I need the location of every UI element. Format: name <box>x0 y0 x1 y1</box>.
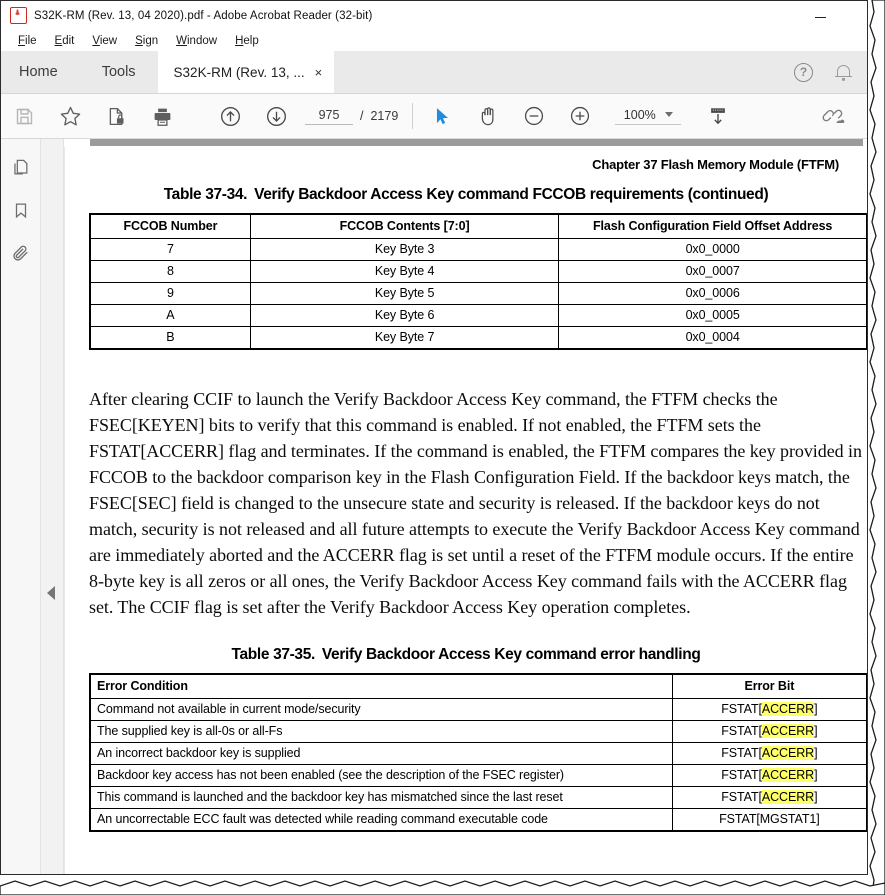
window-title: S32K-RM (Rev. 13, 04 2020).pdf - Adobe Acrobat Reader (32-bit) <box>34 9 373 22</box>
table1-caption-number: Table 37-34. <box>163 186 248 203</box>
window-controls <box>799 1 841 30</box>
torn-edge-bottom <box>0 875 885 895</box>
current-page-input[interactable]: 975 <box>305 107 353 125</box>
cell-fccob-contents: Key Byte 6 <box>250 305 558 327</box>
cell-fccob-contents: Key Byte 3 <box>250 239 558 261</box>
share-link-button[interactable] <box>811 94 857 138</box>
minimize-icon <box>815 17 826 18</box>
acrobat-logo-icon <box>10 7 27 24</box>
page-number-field[interactable] <box>305 107 398 125</box>
cell-fccob-number: B <box>90 327 250 350</box>
table-row <box>90 787 867 809</box>
help-icon[interactable]: ? <box>794 63 813 82</box>
zoom-in-button[interactable] <box>557 94 603 138</box>
cell-fccob-contents: Key Byte 4 <box>250 261 558 283</box>
highlighted-text: ACCERR <box>761 790 815 804</box>
cell-fccob-number: 7 <box>90 239 250 261</box>
horizontal-scrollbar[interactable] <box>90 139 863 146</box>
save-button[interactable] <box>1 94 47 138</box>
pdf-page <box>64 147 867 875</box>
tab-document[interactable] <box>158 51 335 93</box>
toolbar-file-group <box>1 94 185 138</box>
previous-page-button[interactable] <box>207 94 253 138</box>
table-fccob-requirements <box>89 213 867 350</box>
table-row <box>90 721 867 743</box>
document-viewport[interactable] <box>64 139 867 875</box>
toolbar-view-group <box>419 94 741 138</box>
table-row <box>90 261 867 283</box>
chapter-running-head: Chapter 37 Flash Memory Module (FTFM) <box>592 157 839 172</box>
attachments-button[interactable] <box>6 239 36 267</box>
column-header-error-condition: Error Condition <box>90 674 672 699</box>
table2-caption <box>89 646 843 664</box>
tab-strip <box>1 51 867 94</box>
cell-error-bit: FSTAT[ACCERR] <box>672 765 867 787</box>
column-header-fccob-contents: FCCOB Contents [7:0] <box>250 214 558 239</box>
cell-offset-address: 0x0_0004 <box>559 327 867 350</box>
print-button[interactable] <box>139 94 185 138</box>
fit-page-button[interactable] <box>695 94 741 138</box>
table-row <box>90 283 867 305</box>
zoom-level-dropdown[interactable] <box>615 108 681 125</box>
torn-edge-right <box>867 0 885 895</box>
table-row <box>90 305 867 327</box>
toolbar-divider <box>412 103 413 129</box>
menu-item-help[interactable]: Help <box>235 34 259 47</box>
navigation-rail <box>1 139 41 875</box>
table1-caption-text: Verify Backdoor Access Key command FCCOB requirements (continued) <box>254 186 769 203</box>
page-thumbnails-button[interactable] <box>6 153 36 181</box>
cell-fccob-contents: Key Byte 7 <box>250 327 558 350</box>
table-row <box>90 327 867 350</box>
cell-error-condition: Backdoor key access has not been enabled (see the description of the FSEC register) <box>90 765 672 787</box>
zoom-level-value: 100% <box>623 107 656 122</box>
collapse-pane-arrow-icon[interactable] <box>47 586 55 600</box>
menu-item-edit[interactable]: Edit <box>54 34 75 47</box>
chevron-down-icon[interactable] <box>665 112 673 117</box>
protect-document-button[interactable] <box>93 94 139 138</box>
next-page-button[interactable] <box>253 94 299 138</box>
tab-home[interactable]: Home <box>1 51 80 93</box>
highlighted-text: ACCERR <box>761 702 815 716</box>
hand-tool-button[interactable] <box>465 94 511 138</box>
highlighted-text: ACCERR <box>761 724 815 738</box>
table-row <box>90 765 867 787</box>
cell-error-condition: The supplied key is all-0s or all-Fs <box>90 721 672 743</box>
table-error-handling <box>89 673 867 832</box>
cell-offset-address: 0x0_0007 <box>559 261 867 283</box>
highlighted-text: ACCERR <box>761 746 815 760</box>
table-header-row <box>90 674 867 699</box>
workspace <box>1 139 867 875</box>
column-header-error-bit: Error Bit <box>672 674 867 699</box>
cell-error-bit: FSTAT[ACCERR] <box>672 721 867 743</box>
cell-error-condition: Command not available in current mode/security <box>90 699 672 721</box>
column-header-offset-address: Flash Configuration Field Offset Address <box>559 214 867 239</box>
menu-item-sign[interactable]: Sign <box>135 34 159 47</box>
highlighted-text: ACCERR <box>761 768 815 782</box>
title-bar <box>1 1 867 30</box>
cell-fccob-number: 9 <box>90 283 250 305</box>
table-row <box>90 239 867 261</box>
tab-tools[interactable]: Tools <box>80 51 158 93</box>
table1-caption <box>89 186 843 204</box>
body-paragraph: After clearing CCIF to launch the Verify Backdoor Access Key command, the FTFM checks the FSEC[KEYEN] bits to verify that this command is enabled. If not enabled, the FTFM sets the FSTAT[ACCERR] flag and terminates. If the command is enabled, the FTFM compares the key provided in FCCOB to the backdoor comparison key in the Flash Configuration Field. If the backdoor keys match, the FSEC[SEC] field is changed to the unsecure state and security is released. If the backdoor keys do not match, security is not released and all future attempts to execute the Verify Backdoor Access Key command are immediately aborted and the ACCERR flag is set until a reset of the FTFM module occurs. If the entire 8-byte key is all zeros or all ones, the Verify Backdoor Access Key command fails with the ACCERR flag set. The CCIF flag is set after the Verify Backdoor Access Key operation completes. <box>89 389 862 617</box>
zoom-out-button[interactable] <box>511 94 557 138</box>
cell-error-bit: FSTAT[ACCERR] <box>672 699 867 721</box>
page-separator: / <box>360 109 364 123</box>
table2-caption-number: Table 37-35. <box>231 646 315 663</box>
toolbar-right-group <box>811 94 857 138</box>
close-icon[interactable]: × <box>314 64 323 80</box>
total-pages-label: 2179 <box>370 109 399 123</box>
table2-caption-text: Verify Backdoor Access Key command error handling <box>321 646 701 663</box>
menu-item-view[interactable]: View <box>92 34 118 47</box>
main-toolbar <box>1 94 867 139</box>
favorite-star-button[interactable] <box>47 94 93 138</box>
bell-clapper-icon <box>842 78 845 81</box>
cell-offset-address: 0x0_0006 <box>559 283 867 305</box>
cell-error-condition: This command is launched and the backdoor key has mismatched since the last reset <box>90 787 672 809</box>
toolbar-navigation-group <box>207 94 398 138</box>
cell-fccob-number: 8 <box>90 261 250 283</box>
table-row <box>90 699 867 721</box>
table-row <box>90 743 867 765</box>
cell-fccob-contents: Key Byte 5 <box>250 283 558 305</box>
bookmarks-button[interactable] <box>6 196 36 224</box>
cell-error-bit: FSTAT[ACCERR] <box>672 743 867 765</box>
select-tool-button[interactable] <box>419 94 465 138</box>
bell-icon[interactable] <box>835 63 853 82</box>
column-header-fccob-number: FCCOB Number <box>90 214 250 239</box>
navigation-pane-gutter <box>41 139 64 875</box>
minimize-button[interactable] <box>799 1 841 30</box>
cell-error-bit: FSTAT[ACCERR] <box>672 787 867 809</box>
cell-error-bit: FSTAT[MGSTAT1] <box>672 809 867 832</box>
table-header-row <box>90 214 867 239</box>
menu-item-window[interactable]: Window <box>176 34 218 47</box>
cell-fccob-number: A <box>90 305 250 327</box>
cell-offset-address: 0x0_0005 <box>559 305 867 327</box>
cell-error-condition: An incorrect backdoor key is supplied <box>90 743 672 765</box>
menu-item-file[interactable]: File <box>18 34 37 47</box>
table-row <box>90 809 867 832</box>
cell-offset-address: 0x0_0000 <box>559 239 867 261</box>
tab-document-label: S32K-RM (Rev. 13, ... <box>173 64 305 80</box>
tab-strip-actions <box>794 51 853 93</box>
menu-bar <box>1 30 867 51</box>
cell-error-condition: An uncorrectable ECC fault was detected while reading command executable code <box>90 809 672 832</box>
